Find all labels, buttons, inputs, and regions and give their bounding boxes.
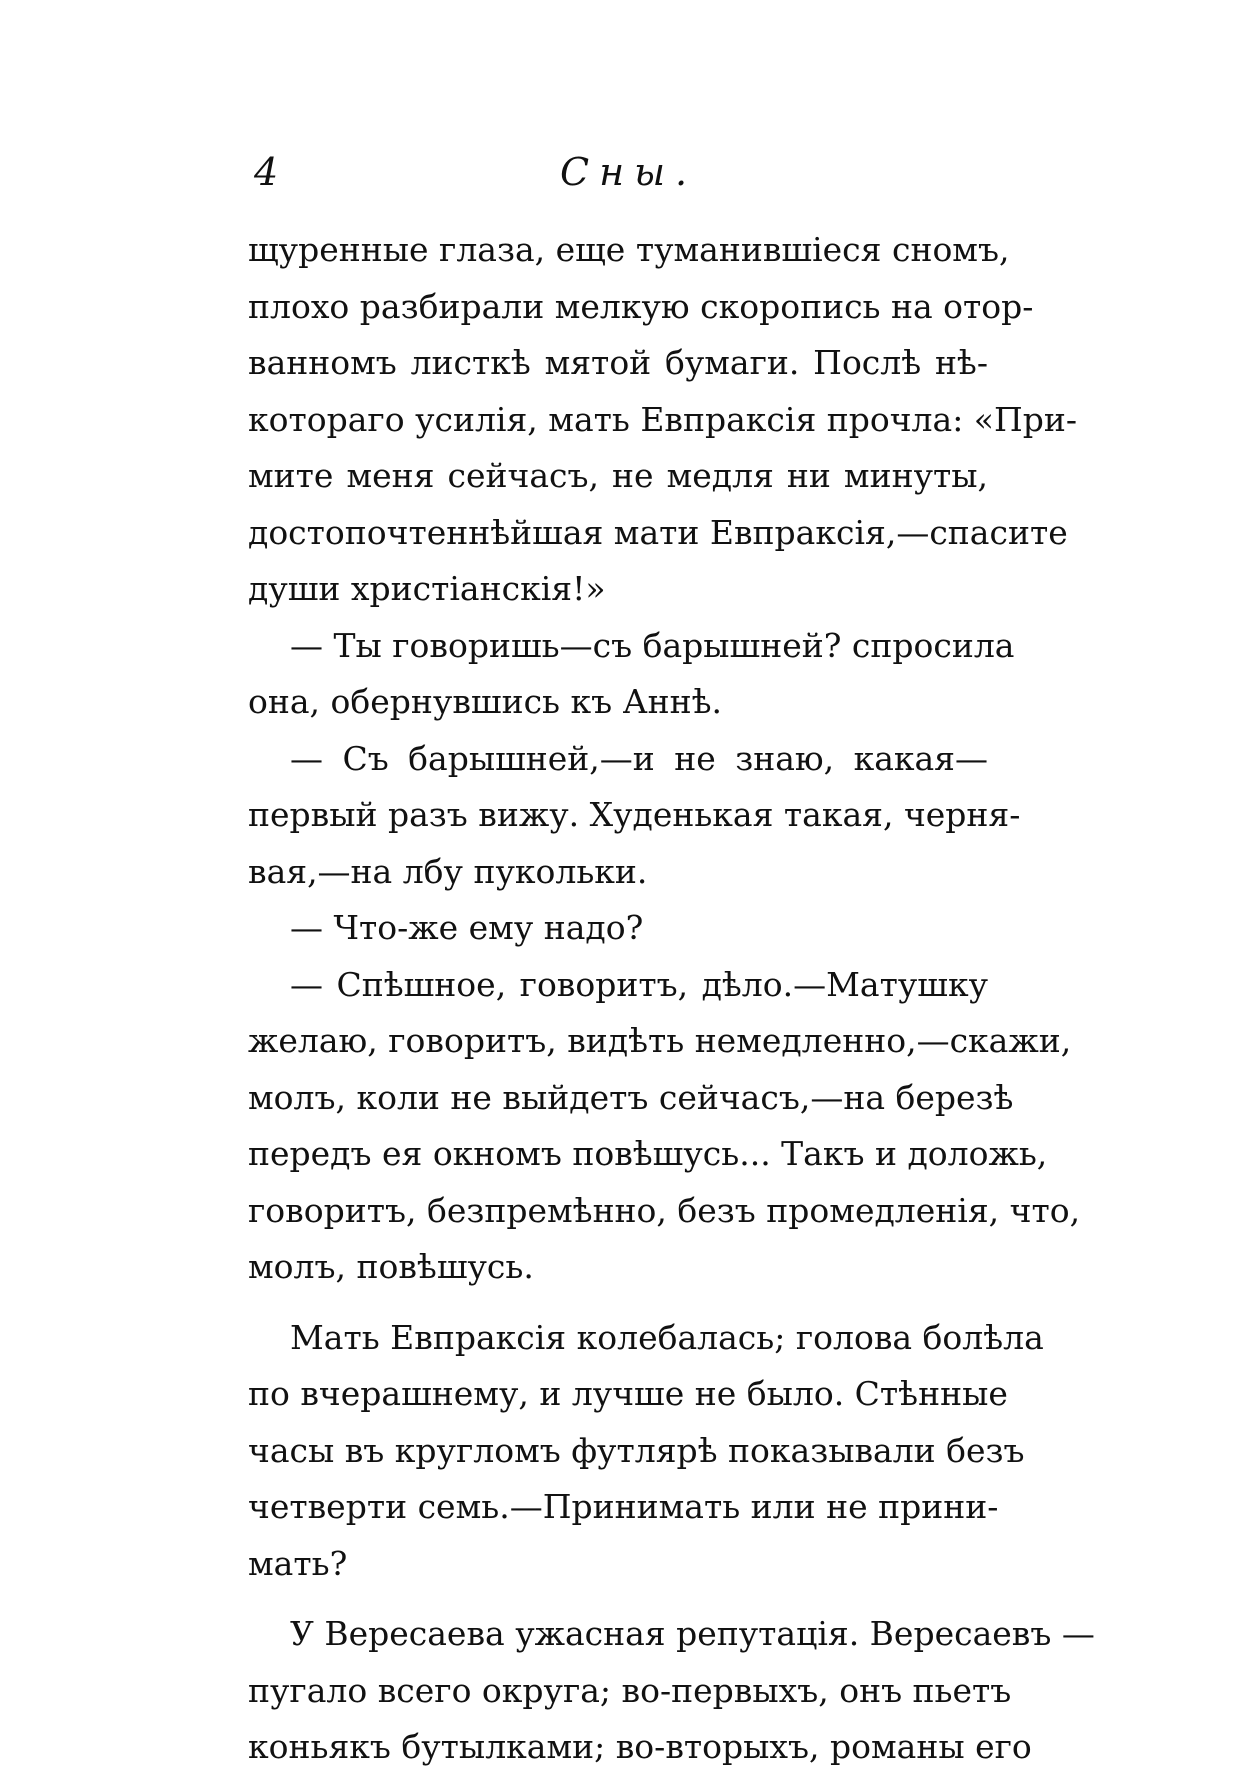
paragraph-gap <box>248 1592 988 1606</box>
text-line: желаю, говоритъ, видѣть немедленно,—скажи, <box>248 1021 1072 1060</box>
text-line: Мать Евпраксія колебалась; голова болѣла <box>290 1317 1044 1357</box>
text-line: достопочтеннѣйшая мати Евпраксія,—спасите <box>248 512 1068 552</box>
page-header <box>0 150 1241 210</box>
text-line: передъ ея окномъ повѣшусь... Такъ и доложь, <box>248 1134 1048 1173</box>
text-line: щуренные глаза, еще туманившіеся сномъ, <box>248 230 1010 269</box>
text-line: ванномъ листкѣ мятой бумаги. Послѣ нѣ- <box>248 343 988 382</box>
text-line: — Что-же ему надо? <box>290 908 644 947</box>
body-text <box>248 222 1095 1776</box>
text-line: молъ, коли не выйдетъ сейчасъ,—на березѣ <box>248 1077 1014 1117</box>
text-line: она, обернувшись къ Аннѣ. <box>248 682 722 721</box>
text-line: первый разъ вижу. Худенькая такая, черня- <box>248 795 1021 834</box>
text-line: — Спѣшное, говоритъ, дѣло.—Матушку <box>290 964 988 1004</box>
text-line: пугало всего округа; во-первыхъ, онъ пьетъ <box>248 1670 1012 1710</box>
text-line: молъ, повѣшусь. <box>248 1247 534 1286</box>
running-title: Сны. <box>560 150 698 194</box>
text-line: говоритъ, безпремѣнно, безъ промедленія, что, <box>248 1190 1081 1230</box>
text-line: четверти семь.—Принимать или не прини- <box>248 1487 999 1526</box>
text-line: мать? <box>248 1543 348 1583</box>
text-line: часы въ кругломъ футлярѣ показывали безъ <box>248 1430 1025 1470</box>
text-line: У Вересаева ужасная репутація. Вересаевъ — <box>290 1614 1095 1653</box>
text-line: котораго усилія, мать Евпраксія прочла: «При- <box>248 399 1078 439</box>
text-line: по вчерашнему, и лучше не было. Стѣнные <box>248 1374 1008 1413</box>
text-line: вая,—на лбу пукольки. <box>248 851 648 891</box>
text-line: коньякъ бутылками; во-вторыхъ, романы его <box>248 1727 1032 1766</box>
paragraph-gap <box>248 1296 988 1310</box>
text-line: плохо разбирали мелкую скоропись на отор- <box>248 286 1034 326</box>
page-number: 4 <box>254 150 279 194</box>
text-line: — Съ барышней,—и не знаю, какая— <box>290 738 988 778</box>
text-line: мите меня сейчасъ, не медля ни минуты, <box>248 456 988 495</box>
text-line: души христіанскія!» <box>248 569 606 608</box>
text-line: — Ты говоришь—съ барышней? спросила <box>290 625 1015 665</box>
